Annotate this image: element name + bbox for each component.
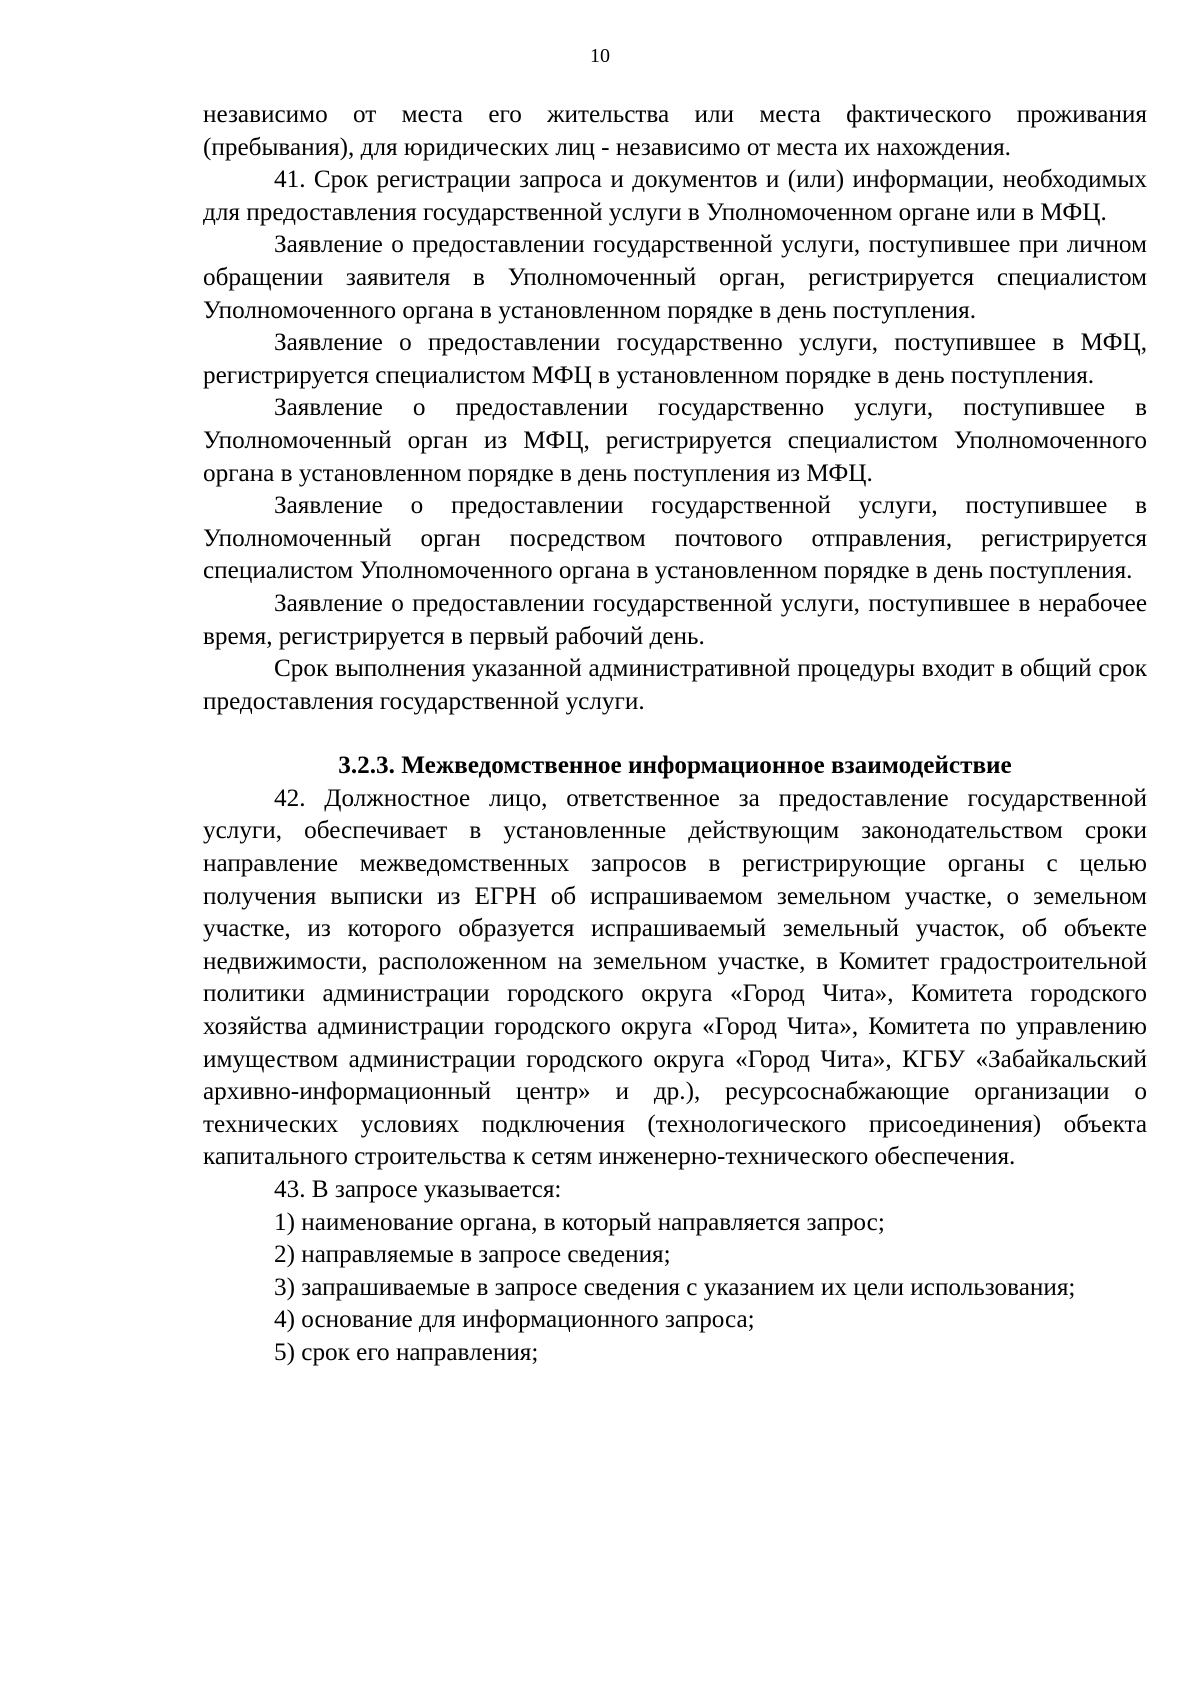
- paragraph-item-43: 43. В запросе указывается:: [274, 1176, 562, 1203]
- paragraph-continuation: независимо от места его жительства или места фактического проживания (пребывания), для юридических лиц - независимо от места их нахождения.: [203, 101, 1147, 161]
- list-item-2: 2) направляемые в запросе сведения;: [274, 1241, 671, 1269]
- section-heading: 3.2.3. Межведомственное информационное взаимодействие: [338, 752, 1012, 780]
- paragraph-nonworking-time: Заявление о предоставлении государственной услуги, поступившее в нерабочее время, регистрируется в первый рабочий день.: [203, 589, 1147, 650]
- paragraph-from-mfc-application: Заявление о предоставлении государственно услуги, поступившее в Уполномоченный орган из МФЦ, регистрируется специалистом Уполномоченного органа в установленном порядке в день поступления из МФЦ.: [203, 394, 1147, 487]
- paragraph-personal-application: Заявление о предоставлении государственной услуги, поступившее при личном обращении заявителя в Уполномоченный орган, регистрируется специалистом Уполномоченного органа в установленном порядке в день поступления.: [203, 231, 1147, 324]
- paragraph-item-42: 42. Должностное лицо, ответственное за предоставление государственной услуги, обеспечивает в установленные действующим законодательством сроки направление межведомственных запросов в регистрирующие органы с целью получения выписки из ЕГРН об испрашиваемом земельном участке, о земельном участке, из которого образуется испрашиваемый земельный участок, об объекте недвижимости, расположенном на земельном участке, в Комитет градостроительной политики администрации городского округа «Город Чита», Комитета городского хозяйства администрации городского округа «Город Чита», Комитета по управлению имуществом администрации городского округа «Город Чита», КГБУ «Забайкальский архивно-информационный центр» и др.), ресурсоснабжающие организации о технических условиях подключения (технологического присоединения) объекта капитального строительства к сетям инженерно-технического обеспечения.: [203, 784, 1147, 1171]
- paragraph-procedure-term: Срок выполнения указанной административной процедуры входит в общий срок предоставления государственной услуги.: [203, 655, 1147, 715]
- page-number: 10: [590, 45, 610, 67]
- list-item-4: 4) основание для информационного запроса;: [274, 1306, 755, 1334]
- paragraph-postal-application: Заявление о предоставлении государственной услуги, поступившее в Уполномоченный орган посредством почтового отправления, регистрируется специалистом Уполномоченного органа в установленном порядке в день поступления.: [203, 492, 1147, 585]
- list-item-1: 1) наименование органа, в который направляется запрос;: [274, 1208, 885, 1236]
- paragraph-mfc-application: Заявление о предоставлении государственно услуги, поступившее в МФЦ, регистрируется специалистом МФЦ в установленном порядке в день поступления.: [203, 329, 1147, 389]
- paragraph-item-41: 41. Срок регистрации запроса и документов и (или) информации, необходимых для предоставления государственной услуги в Уполномоченном органе или в МФЦ.: [203, 166, 1147, 226]
- document-body: [203, 99, 1147, 1370]
- list-item-5: 5) срок его направления;: [274, 1338, 539, 1366]
- list-item-3: 3) запрашиваемые в запросе сведения с указанием их цели использования;: [274, 1273, 1076, 1301]
